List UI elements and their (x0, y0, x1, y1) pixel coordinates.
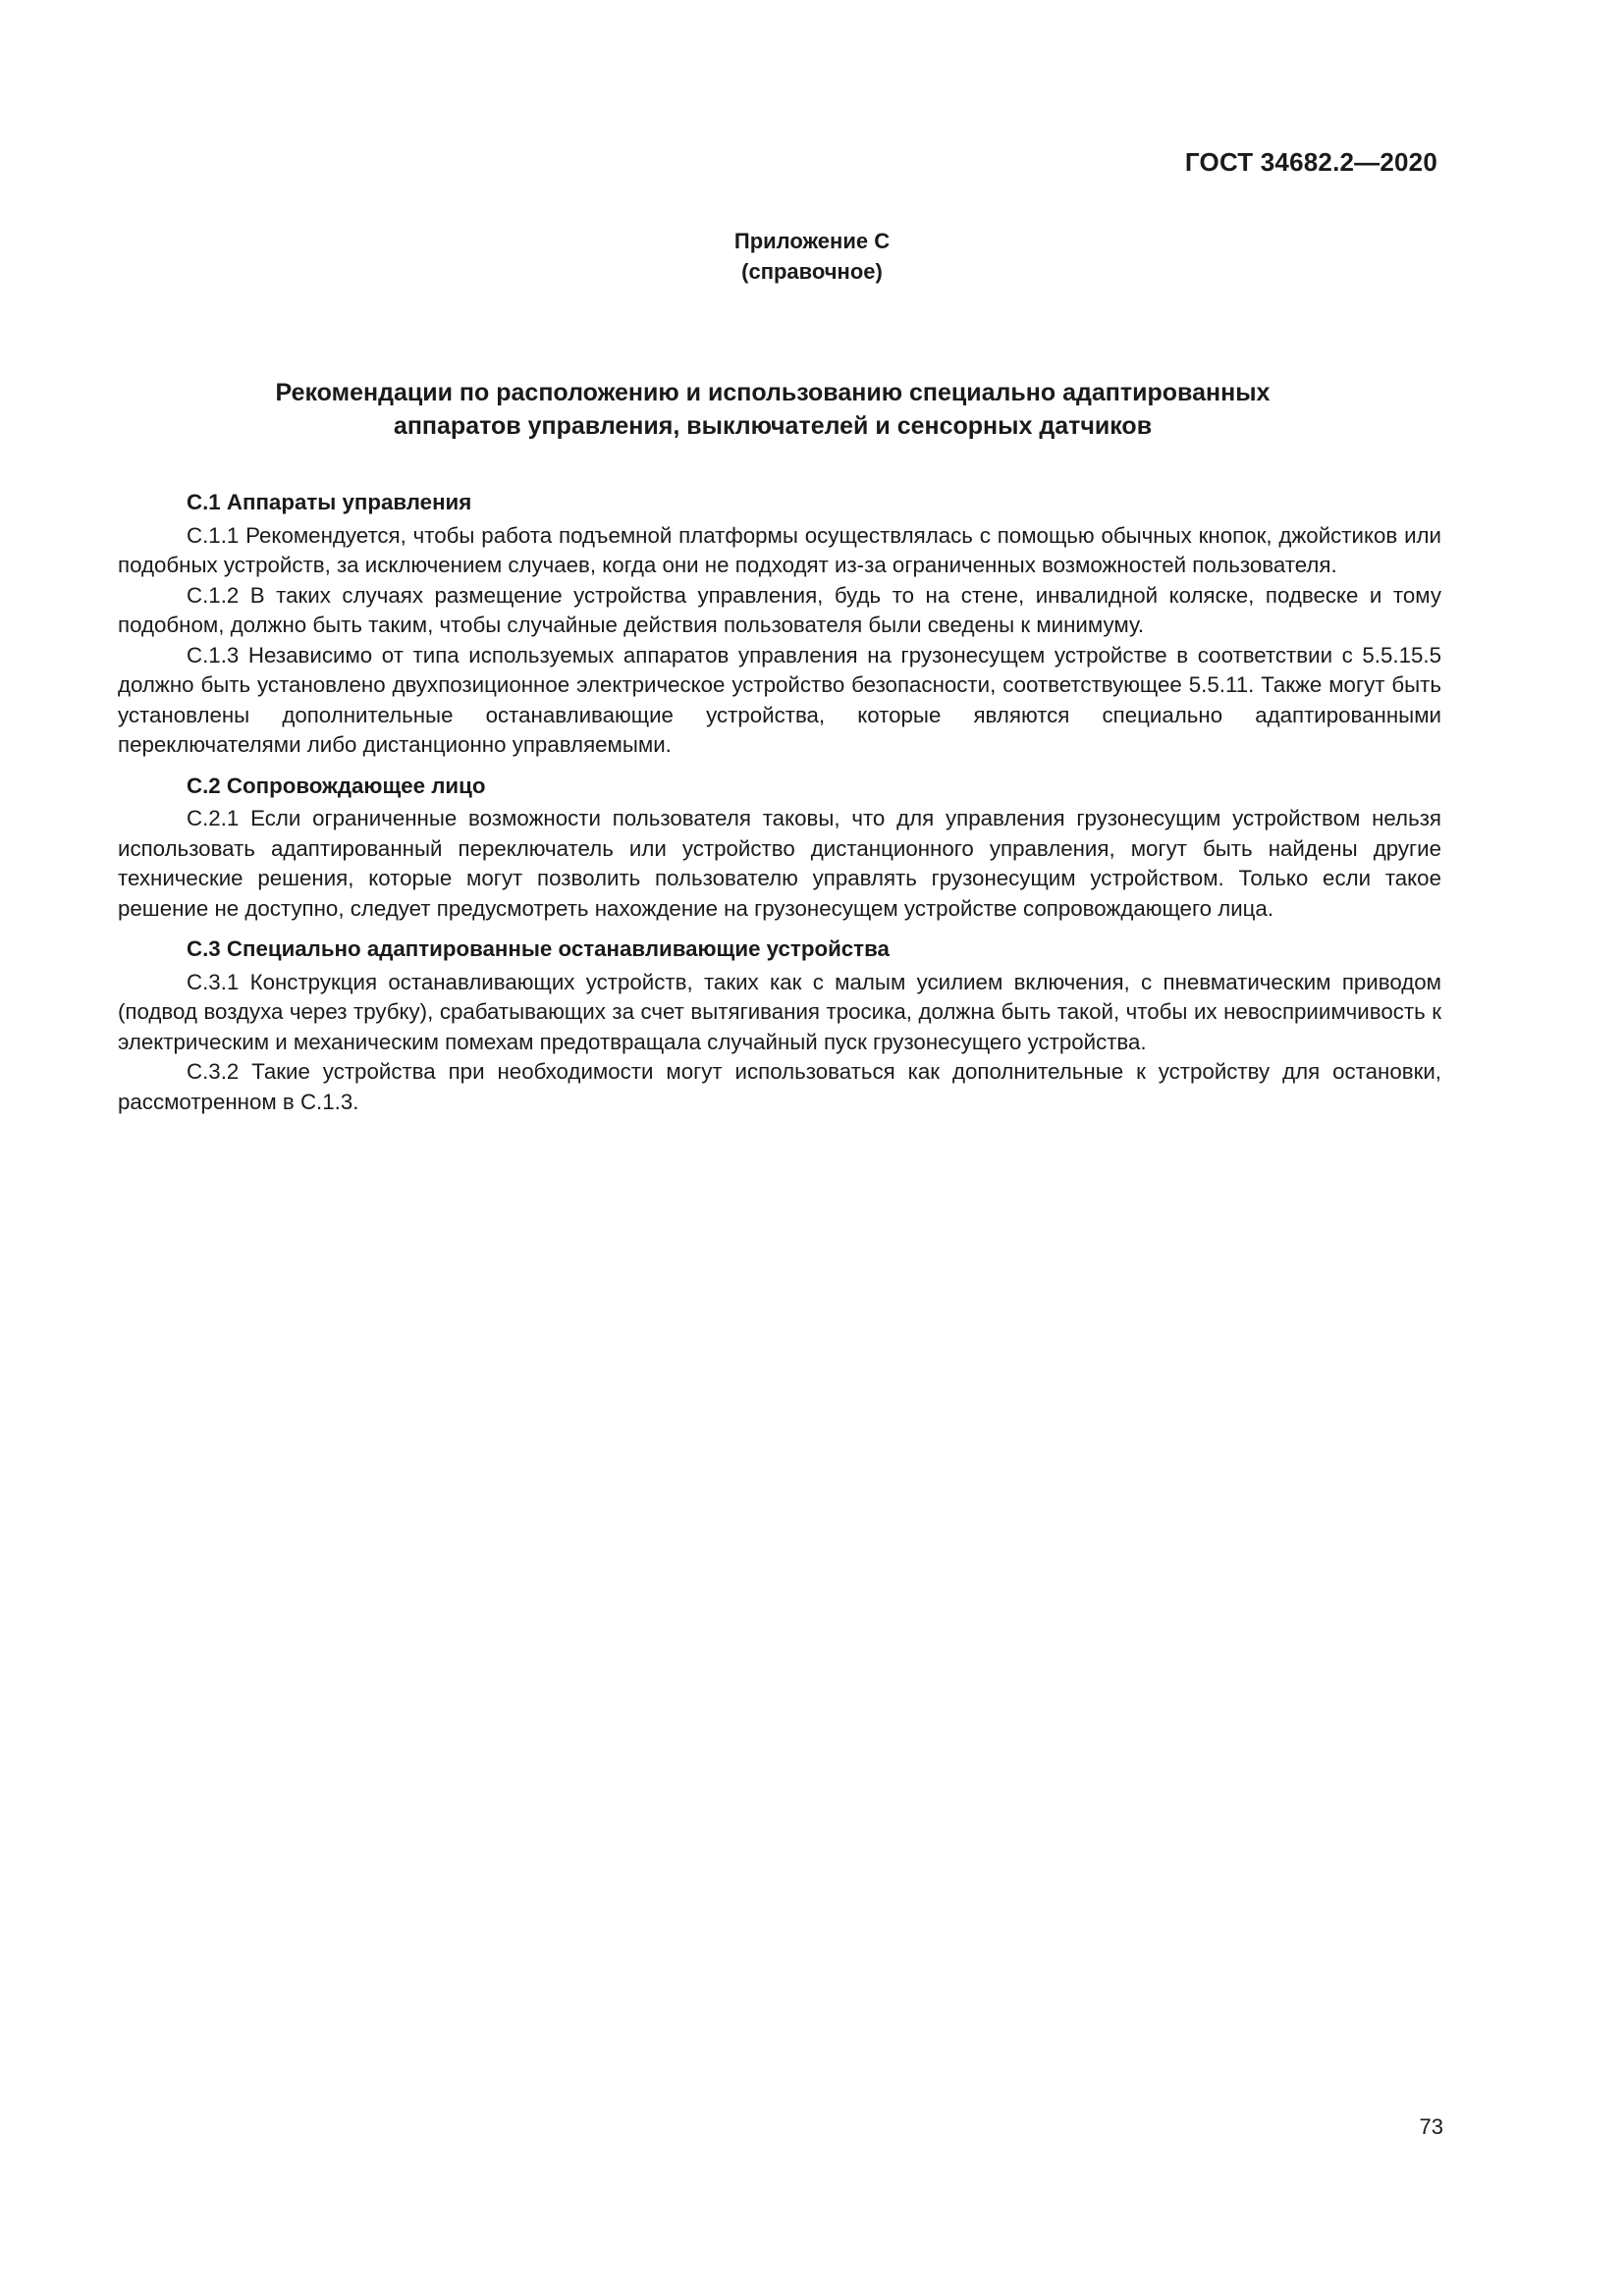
section-heading: С.3 Специально адаптированные останавливающие устройства (187, 936, 890, 961)
paragraph-c1-3: С.1.3 Независимо от типа используемых аппаратов управления на грузонесущем устройстве в соответствии с 5.5.15.5 должно быть установлено двухпозиционное электрическое устройство безопасности, соответствующее 5.5.11. Также могут быть установлены дополнительные останавливающие устройства, которые являются специально адаптированными переключателями либо дистанционно управляемыми. (118, 642, 1441, 757)
document-title (118, 376, 1428, 443)
paragraph-c1-1: С.1.1 Рекомендуется, чтобы работа подъемной платформы осуществлялась с помощью обычных кнопок, джойстиков или подобных устройств, за исключением случаев, когда они не подходят из-за ограниченных возможностей пользователя. (118, 522, 1441, 577)
section-c2 (118, 772, 1441, 925)
paragraph-c3-1: С.3.1 Конструкция останавливающих устройств, таких как с малым усилием включения, с пневматическим приводом (подвод воздуха через трубку), срабатывающих за счет вытягивания тросика, должна быть такой, чтобы их невосприимчивость к электрическим и механическим помехам предотвращала случайный пуск грузонесущего устройства. (118, 969, 1441, 1054)
section-c3 (118, 934, 1441, 1117)
document-body (118, 488, 1441, 1117)
section-heading: С.1 Аппараты управления (187, 490, 472, 514)
page-number: 73 (1419, 2114, 1443, 2139)
paragraph-c3-2: С.3.2 Такие устройства при необходимости могут использоваться как дополнительные к устройству для остановки, рассмотренном в С.1.3. (118, 1059, 1441, 1114)
title-line-2: аппаратов управления, выключателей и сенсорных датчиков (393, 412, 1153, 440)
appendix-label: Приложение С (733, 229, 891, 253)
appendix-type: (справочное) (741, 259, 883, 284)
title-line-1: Рекомендации по расположению и использованию специально адаптированных (275, 379, 1271, 406)
paragraph-c2-1: С.2.1 Если ограниченные возможности пользователя таковы, что для управления грузонесущим устройством нельзя использовать адаптированный переключатель или устройство дистанционного управления, могут быть найдены другие технические решения, которые могут позволить пользователю управлять грузонесущим устройством. Только если такое решение не доступно, следует предусмотреть нахождение на грузонесущем устройстве сопровождающего лица. (118, 806, 1441, 921)
document-code: ГОСТ 34682.2—2020 (1184, 147, 1437, 177)
section-heading: С.2 Сопровождающее лицо (187, 773, 486, 798)
section-c1 (118, 488, 1441, 761)
appendix-header (0, 226, 1624, 287)
paragraph-c1-2: С.1.2 В таких случаях размещение устройства управления, будь то на стене, инвалидной коляске, подвеске и тому подобном, должно быть таким, чтобы случайные действия пользователя были сведены к минимуму. (118, 582, 1441, 637)
